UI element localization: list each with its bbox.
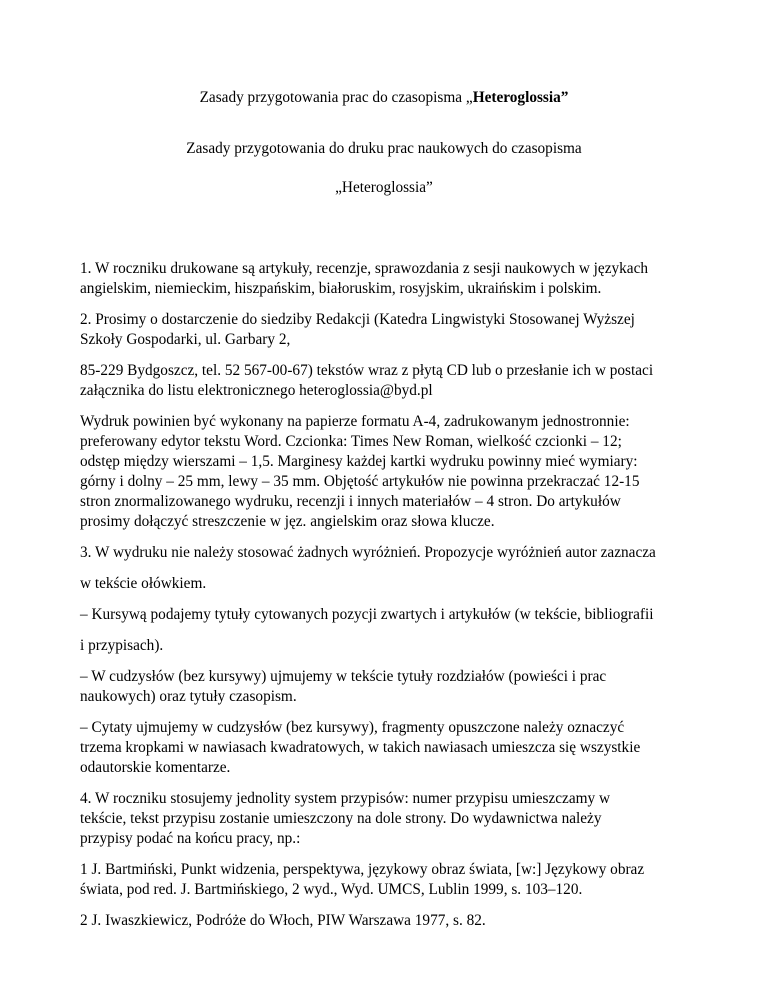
paragraph-line: i przypisach). xyxy=(80,637,164,654)
paragraph-line: 2 J. Iwaszkiewicz, Podróże do Włoch, PIW Warszawa 1977, s. 82. xyxy=(80,912,486,929)
paragraph-line: Szkoły Gospodarki, ul. Garbary 2, xyxy=(80,331,291,348)
paragraph-7 xyxy=(80,605,700,625)
paragraph-line: górny i dolny – 25 mm, lewy – 35 mm. Objętość artykułów nie powinna przekraczać 12-15 xyxy=(80,473,640,490)
paragraph-line: – W cudzysłów (bez kursywy) ujmujemy w tekście tytuły rozdziałów (powieści i prac xyxy=(80,668,607,685)
paragraph-line: 2. Prosimy o dostarczenie do siedziby Redakcji (Katedra Lingwistyki Stosowanej Wyższej xyxy=(80,311,635,328)
paragraph-line: preferowany edytor tekstu Word. Czcionka: Times New Roman, wielkość czcionki – 12; xyxy=(80,433,622,450)
paragraph-4 xyxy=(80,412,700,532)
paragraph-line: 1. W roczniku drukowane są artykuły, recenzje, sprawozdania z sesji naukowych w językach xyxy=(80,260,649,277)
paragraph-line: przypisy podać na końcu pracy, np.: xyxy=(80,830,301,847)
paragraph-6 xyxy=(80,574,700,594)
paragraph-8 xyxy=(80,636,700,656)
paragraph-line: angielskim, niemieckim, hiszpańskim, białoruskim, rosyjskim, ukraińskim i polskim. xyxy=(80,280,602,297)
document-title-bold: Heteroglossia” xyxy=(472,89,569,106)
paragraph-10 xyxy=(80,718,700,778)
paragraph-line: świata, pod red. J. Bartmińskiego, 2 wyd., Wyd. UMCS, Lublin 1999, s. 103–120. xyxy=(80,881,583,898)
paragraph-line: – Cytaty ujmujemy w cudzysłów (bez kursywy), fragmenty opuszczone należy oznaczyć xyxy=(80,719,625,736)
journal-name: „Heteroglossia” xyxy=(335,179,433,196)
paragraph-line: stron znormalizowanego wydruku, recenzji i innych materiałów – 4 stron. Do artykułów xyxy=(80,493,621,510)
document-body xyxy=(80,259,700,942)
footnote-example-2 xyxy=(80,911,700,931)
paragraph-line: naukowych) oraz tytuły czasopism. xyxy=(80,688,297,705)
paragraph-9 xyxy=(80,667,700,707)
paragraph-11 xyxy=(80,789,700,849)
paragraph-line: odstęp między wierszami – 1,5. Marginesy każdej kartki wydruku powinny mieć wymiary: xyxy=(80,453,638,470)
paragraph-line: załącznika do listu elektronicznego heteroglossia@byd.pl xyxy=(80,382,433,399)
paragraph-line: Wydruk powinien być wykonany na papierze formatu A-4, zadrukowanym jednostronnie: xyxy=(80,413,630,430)
paragraph-line: w tekście ołówkiem. xyxy=(80,575,207,592)
paragraph-line: tekście, tekst przypisu zostanie umieszczony na dole strony. Do wydawnictwa należy xyxy=(80,810,602,827)
paragraph-line: 85-229 Bydgoszcz, tel. 52 567-00-67) tekstów wraz z płytą CD lub o przesłanie ich w postaci xyxy=(80,362,654,379)
paragraph-5 xyxy=(80,543,700,563)
paragraph-line: prosimy dołączyć streszczenie w jęz. angielskim oraz słowa klucze. xyxy=(80,513,495,530)
footnote-example-1 xyxy=(80,860,700,900)
document-subtitle: Zasady przygotowania do druku prac naukowych do czasopisma xyxy=(186,140,582,157)
paragraph-2 xyxy=(80,310,700,350)
paragraph-line: trzema kropkami w nawiasach kwadratowych, w takich nawiasach umieszcza się wszystkie xyxy=(80,739,641,756)
document-title-prefix: Zasady przygotowania prac do czasopisma „ xyxy=(199,89,473,106)
paragraph-1 xyxy=(80,259,700,299)
paragraph-line: 4. W roczniku stosujemy jednolity system przypisów: numer przypisu umieszczamy w xyxy=(80,790,611,807)
paragraph-line: odautorskie komentarze. xyxy=(80,759,231,776)
paragraph-line: 3. W wydruku nie należy stosować żadnych wyróżnień. Propozycje wyróżnień autor zaznacza xyxy=(80,544,656,561)
document-title xyxy=(0,88,768,108)
paragraph-line: 1 J. Bartmiński, Punkt widzenia, perspektywa, językowy obraz świata, [w:] Językowy obraz xyxy=(80,861,645,878)
paragraph-line: – Kursywą podajemy tytuły cytowanych pozycji zwartych i artykułów (w tekście, bibliografii xyxy=(80,606,654,623)
paragraph-3 xyxy=(80,361,700,401)
